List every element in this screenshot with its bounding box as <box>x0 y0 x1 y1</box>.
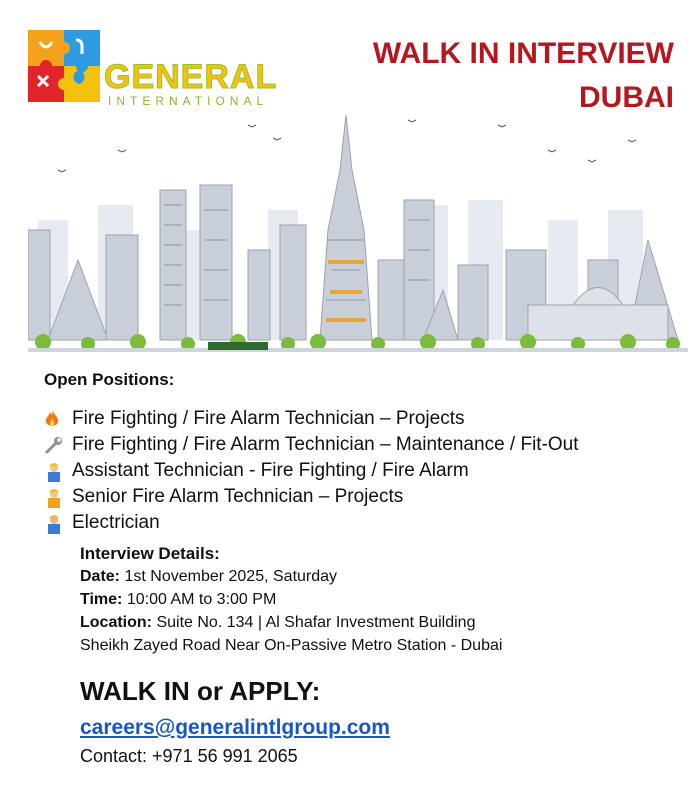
position-label: Assistant Technician - Fire Fighting / Fire Alarm <box>72 460 469 481</box>
date-value: 1st November 2025, Saturday <box>124 568 338 585</box>
interview-location <box>80 611 502 634</box>
position-label: Fire Fighting / Fire Alarm Technician – Maintenance / Fit-Out <box>72 434 579 455</box>
interview-details-heading: Interview Details: <box>80 544 220 563</box>
position-item <box>44 432 579 458</box>
interview-location-line2: Sheikh Zayed Road Near On-Passive Metro Station - Dubai <box>80 637 503 654</box>
position-label: Fire Fighting / Fire Alarm Technician – Projects <box>72 408 465 429</box>
position-item <box>44 458 579 484</box>
location-label: Location: <box>80 614 152 631</box>
open-positions-title: Open Positions: <box>44 370 175 389</box>
headline-city: DUBAI <box>579 81 674 114</box>
headline <box>373 32 674 120</box>
dubai-skyline-illustration <box>28 110 688 360</box>
puzzle-logo-icon <box>28 30 100 102</box>
wrench-icon <box>44 433 72 457</box>
logo-subtitle: INTERNATIONAL <box>108 94 269 108</box>
date-label: Date: <box>80 568 121 585</box>
position-label: Electrician <box>72 512 160 533</box>
time-value: 10:00 AM to 3:00 PM <box>126 591 277 608</box>
location-value: Suite No. 134 | Al Shafar Investment Building <box>156 614 476 631</box>
worker-icon <box>44 459 72 483</box>
position-item <box>44 406 579 432</box>
interview-date <box>80 565 502 588</box>
walk-in-apply-heading: WALK IN or APPLY: <box>80 676 321 706</box>
fire-icon <box>44 407 72 431</box>
position-item <box>44 484 579 510</box>
interview-details <box>80 542 502 657</box>
headline-title: WALK IN INTERVIEW <box>372 37 674 70</box>
position-label: Senior Fire Alarm Technician – Projects <box>72 486 404 507</box>
careers-email-link[interactable]: careers@generalintlgroup.com <box>80 716 390 739</box>
logo-name: GENERAL <box>104 58 278 96</box>
time-label: Time: <box>80 591 123 608</box>
worker-icon <box>44 485 72 509</box>
company-logo <box>28 30 278 108</box>
interview-time <box>80 588 502 611</box>
contact-phone: Contact: +971 56 991 2065 <box>80 746 298 766</box>
worker-icon <box>44 511 72 535</box>
positions-list <box>44 406 579 536</box>
position-item <box>44 510 579 536</box>
